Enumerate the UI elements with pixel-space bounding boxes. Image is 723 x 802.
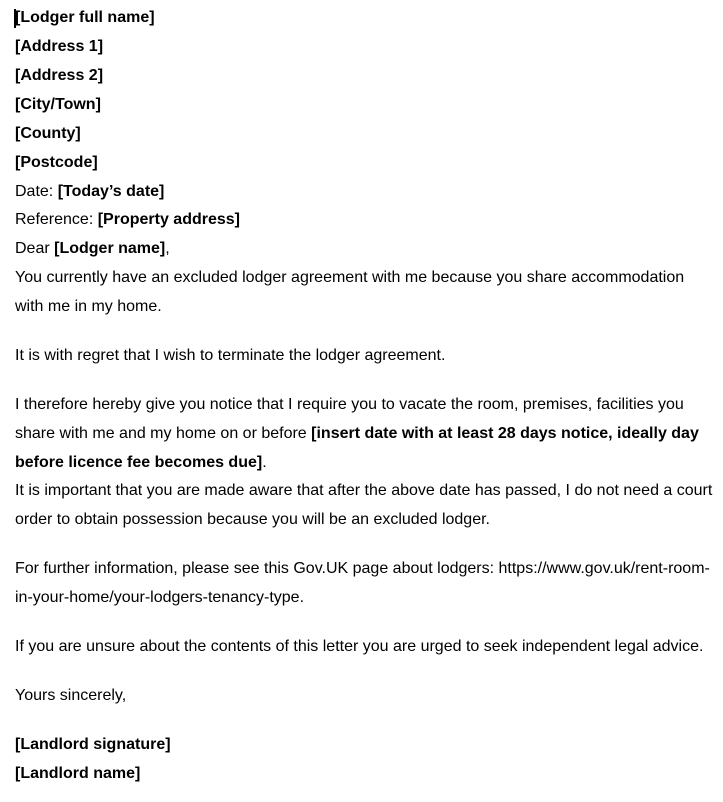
salutation-name: [Lodger name] (54, 240, 166, 257)
salutation-suffix: , (165, 240, 170, 257)
signoff: Yours sincerely, (15, 687, 127, 704)
recipient-postcode: [Postcode] (15, 154, 98, 171)
paragraph-further-info: For further information, please see this Gov.UK page about lodgers: https://www.gov.uk/rent-room-in-your-home/your-lodgers-tenancy-type. (15, 560, 710, 606)
recipient-county: [County] (15, 125, 81, 142)
notice-date-placeholder: [insert date with at least 28 days notice, ideally day before licence fee becomes due] (15, 425, 699, 471)
reference-value: [Property address] (97, 211, 240, 228)
landlord-signature: [Landlord signature] (15, 736, 171, 753)
recipient-name: [Lodger full name] (15, 9, 155, 26)
recipient-address-1: [Address 1] (15, 38, 104, 55)
date-label: Date: (15, 183, 58, 200)
date-value: [Today’s date] (57, 183, 165, 200)
reference-line (15, 210, 240, 230)
paragraph-legal-advice: If you are unsure about the contents of this letter you are urged to seek independent legal advice. (15, 638, 704, 655)
paragraph-agreement: You currently have an excluded lodger agreement with me because you share accommodation with me in my home. (15, 269, 685, 315)
date-line (15, 182, 164, 202)
notice-text: I therefore hereby give you notice that I require you to vacate the room, premises, facilities you share with me and my home on or before (15, 396, 684, 442)
recipient-address-2: [Address 2] (15, 67, 104, 84)
paragraph-excluded-lodger: It is important that you are made aware that after the above date has passed, I do not need a court order to obtain possession because you will be an excluded lodger. (15, 482, 713, 528)
reference-label: Reference: (15, 211, 98, 228)
notice-end: . (262, 454, 267, 471)
landlord-name: [Landlord name] (15, 765, 141, 782)
paragraph-notice (15, 390, 715, 477)
recipient-city: [City/Town] (15, 96, 101, 113)
paragraph-terminate: It is with regret that I wish to terminate the lodger agreement. (15, 347, 446, 364)
salutation (15, 239, 170, 259)
salutation-prefix: Dear (15, 240, 55, 257)
